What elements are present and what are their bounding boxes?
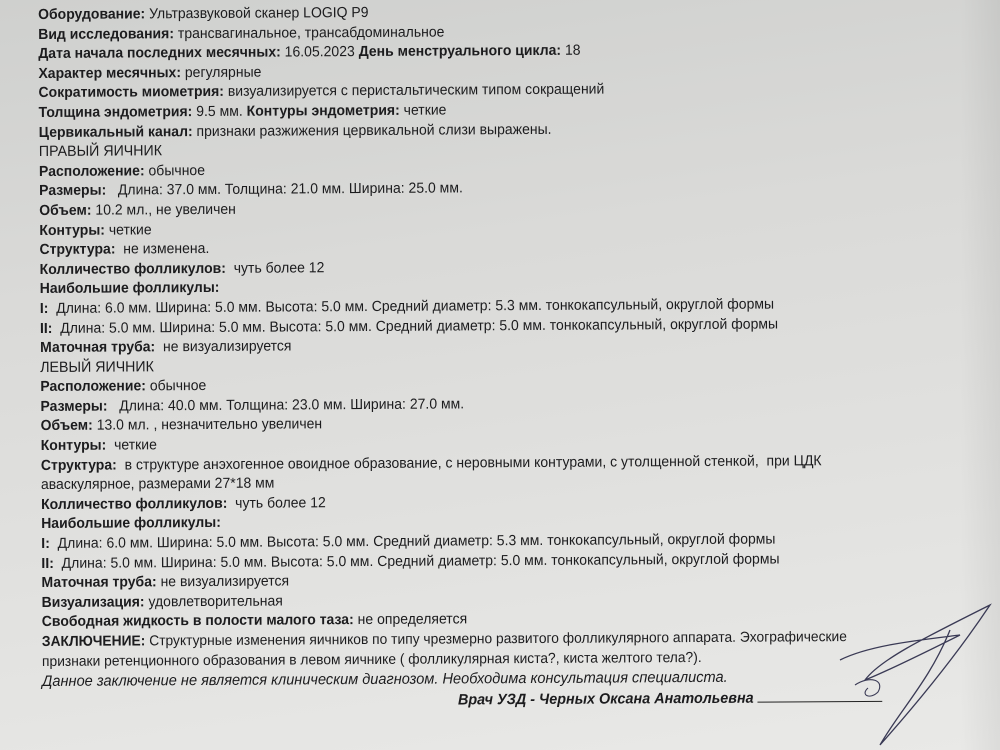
label: II: bbox=[39, 320, 53, 337]
left-ovary-title: ЛЕВЫЙ ЯИЧНИК bbox=[40, 358, 154, 376]
value: не определяется bbox=[353, 611, 468, 629]
doctor-name: Врач УЗД - Черных Оксана Анатольевна bbox=[457, 689, 754, 709]
label: Расположение: bbox=[38, 163, 145, 180]
label: Характер месячных: bbox=[38, 64, 182, 82]
label: Наибольшие фолликулы: bbox=[41, 515, 221, 533]
value: Длина: 37.0 мм. Толщина: 21.0 мм. Ширина: 25.0 мм. bbox=[106, 180, 463, 199]
value: трансвагинальное, трансабдоминальное bbox=[173, 24, 445, 42]
label: Объем: bbox=[40, 418, 93, 435]
value: обычное bbox=[144, 162, 206, 180]
value: не изменена. bbox=[115, 241, 210, 258]
label: Маточная труба: bbox=[40, 339, 156, 357]
value: признаки разжижения цервикальной слизи выражены. bbox=[192, 121, 552, 140]
value: четкие bbox=[106, 437, 157, 454]
value: Длина: 6.0 мм. Ширина: 5.0 мм. Высота: 5.0 мм. Средний диаметр: 5.3 мм. тонкокапсульный, округлой формы bbox=[49, 531, 776, 552]
handwritten-signature bbox=[810, 600, 1000, 750]
value: аваскулярное, размерами 27*18 мм bbox=[40, 475, 275, 494]
value: не визуализируется bbox=[156, 573, 290, 591]
label: Свободная жидкость в полости малого таза: bbox=[41, 612, 354, 631]
conclusion-text: признаки ретенционного образования в левом яичнике ( фолликулярная киста?, киста желтого тела?). bbox=[41, 649, 702, 670]
label: Структура: bbox=[40, 457, 117, 474]
value: регулярные bbox=[180, 64, 262, 81]
label: I: bbox=[41, 535, 50, 553]
label: Визуализация: bbox=[41, 594, 145, 611]
label: II: bbox=[41, 555, 54, 572]
label: Контуры эндометрия: bbox=[246, 102, 400, 120]
label: Размеры: bbox=[39, 182, 107, 200]
label: Толщина эндометрия: bbox=[38, 104, 193, 121]
value: в структуре анэхогенное овоидное образование, с неровными контурами, с утолщенной стенкой, при ЦДК bbox=[116, 452, 822, 474]
value: четкие bbox=[104, 221, 152, 239]
value: 16.05.2023 bbox=[280, 44, 359, 61]
value: обычное bbox=[145, 378, 207, 395]
label: Наибольшие фолликулы: bbox=[39, 280, 220, 298]
right-ovary-title: ПРАВЫЙ ЯИЧНИК bbox=[38, 143, 163, 161]
value: 18 bbox=[560, 42, 581, 59]
disclaimer: Данное заключение не является клиническим диагнозом. Необходима консультация специалиста. bbox=[42, 668, 728, 691]
value: Длина: 40.0 мм. Толщина: 23.0 мм. Ширина: 27.0 мм. bbox=[107, 396, 465, 415]
label: День менструального цикла: bbox=[358, 42, 562, 61]
value: Длина: 5.0 мм. Ширина: 5.0 мм. Высота: 5.0 мм. Средний диаметр: 5.0 мм. тонкокапсульный, округлой формы bbox=[52, 315, 779, 337]
label: Структура: bbox=[39, 241, 116, 259]
label: Дата начала последних месячных: bbox=[38, 44, 281, 63]
value: чуть более 12 bbox=[227, 495, 326, 512]
label: I: bbox=[39, 300, 49, 317]
value: 10.2 мл., не увеличен bbox=[91, 201, 236, 219]
value: четкие bbox=[399, 102, 447, 119]
conclusion-label: ЗАКЛЮЧЕНИЕ: bbox=[41, 633, 146, 650]
value: Ультразвуковой сканер LOGIQ P9 bbox=[145, 4, 369, 23]
label: Контуры: bbox=[40, 437, 107, 455]
label: Колличество фолликулов: bbox=[39, 260, 226, 278]
label: Размеры: bbox=[40, 398, 108, 415]
label: Расположение: bbox=[40, 378, 146, 396]
value: Длина: 5.0 мм. Ширина: 5.0 мм. Высота: 5.0 мм. Средний диаметр: 5.0 мм. тонкокапсульный, округлой формы bbox=[53, 551, 780, 572]
value: 13.0 мл. , незначительно увеличен bbox=[92, 416, 323, 435]
label: Контуры: bbox=[39, 222, 105, 239]
conclusion-text: Структурные изменения яичников по типу чрезмерно развитого фолликулярного аппарата. Эхографические bbox=[145, 629, 847, 650]
label: Цервикальный канал: bbox=[38, 123, 193, 141]
label: Вид исследования: bbox=[38, 25, 175, 43]
label: Маточная труба: bbox=[41, 574, 157, 592]
value: Длина: 6.0 мм. Ширина: 5.0 мм. Высота: 5.0 мм. Средний диаметр: 5.3 мм. тонкокапсульный, округлой формы bbox=[48, 296, 775, 317]
value: 9.5 мм. bbox=[192, 103, 247, 121]
label: Оборудование: bbox=[38, 6, 146, 23]
value: не визуализируется bbox=[155, 338, 292, 356]
value: удовлетворительная bbox=[144, 593, 283, 611]
label: Сократимость миометрия: bbox=[38, 84, 224, 102]
label: Объем: bbox=[39, 202, 92, 219]
label: Колличество фолликулов: bbox=[40, 495, 228, 513]
value: визуализируется с перистальтическим типом сокращений bbox=[223, 81, 605, 101]
value: чуть более 12 bbox=[225, 259, 325, 277]
